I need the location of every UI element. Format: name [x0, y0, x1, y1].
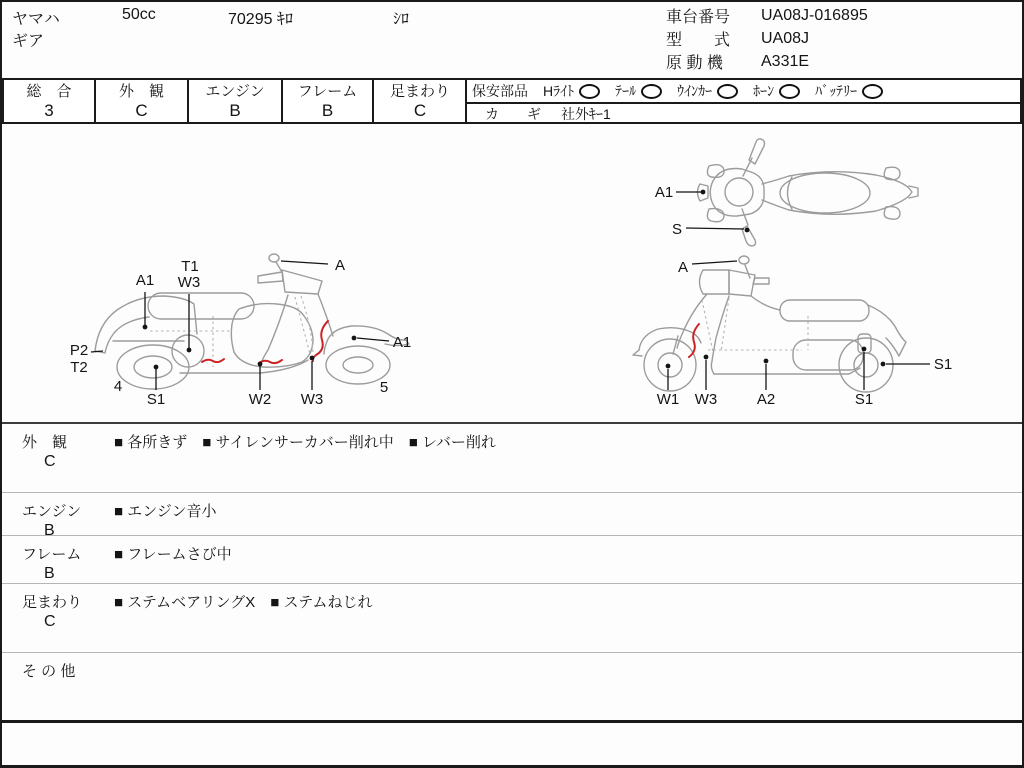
- section-grade: C: [44, 453, 56, 470]
- diagram-label-w3-rear: W3: [177, 274, 201, 291]
- mileage: 70295 ｷﾛ: [228, 11, 293, 28]
- scooter-right-side-diagram: [70, 254, 411, 408]
- section-empty: [2, 720, 1022, 765]
- diagram-label-a-mirror: A: [334, 257, 346, 274]
- section-undercarriage: [2, 583, 1022, 652]
- section-defects: [114, 431, 496, 452]
- status-ok-circle-icon: [717, 84, 738, 99]
- safety-item-label: ｳｲﾝｶｰ: [677, 83, 713, 99]
- safety-item-horn: [753, 81, 800, 101]
- section-label: フレーム: [22, 546, 82, 563]
- grade-value: 3: [44, 100, 54, 120]
- condition-sections: [2, 422, 1022, 765]
- key-value: 社外ｷｰ1: [561, 106, 611, 122]
- section-grade: B: [44, 522, 55, 539]
- safety-item-label: ﾎｰﾝ: [753, 83, 775, 99]
- defect-item: ■ フレームさび中: [114, 546, 232, 563]
- chassis-row: [666, 4, 868, 27]
- defect-item: ■ ステムベアリングX: [114, 594, 256, 611]
- diagram-label-w2: W2: [248, 391, 272, 408]
- diagram-label-a1-rear: A1: [135, 272, 155, 289]
- grade-cell-undercarriage: [372, 78, 468, 124]
- header: [2, 2, 1022, 78]
- safety-item-label: ﾊﾞｯﾃﾘｰ: [815, 83, 858, 99]
- model-name: ギア: [12, 33, 45, 50]
- section-label: そ の 他: [22, 663, 76, 680]
- damage-marks: [689, 324, 699, 357]
- body-color: ｼﾛ: [393, 11, 410, 28]
- section-label: 外 観: [22, 434, 68, 451]
- safety-item-label: ﾃｰﾙ: [615, 83, 637, 99]
- safety-item-battery: [815, 81, 883, 101]
- section-label: 足まわり: [22, 594, 83, 611]
- grade-cell-exterior: [94, 78, 189, 124]
- defect-item: ■ サイレンサーカバー削れ中: [202, 434, 394, 451]
- scooter-diagrams: [2, 124, 1022, 422]
- grade-label: 総 合: [26, 82, 72, 100]
- engine-label: 原 動 機: [666, 55, 723, 72]
- chassis-label: 車台番号: [666, 9, 731, 26]
- section-frame: [2, 535, 1022, 583]
- grade-value: B: [321, 100, 334, 120]
- diagram-label-4: 4: [113, 378, 123, 395]
- grade-cell-total: [2, 78, 96, 124]
- damage-diagram-area: [2, 124, 1022, 422]
- diagram-label-a2: A2: [756, 391, 776, 408]
- safety-item-label: Hﾗｲﾄ: [543, 83, 575, 99]
- diagram-label-t2: T2: [70, 359, 88, 376]
- diagram-label-a1-front: A1: [392, 334, 412, 351]
- grade-value: C: [135, 100, 148, 120]
- grade-value: B: [229, 100, 241, 120]
- damage-marks: [202, 321, 328, 363]
- scooter-top-view-diagram: [655, 139, 918, 246]
- safety-item-winker: [677, 81, 738, 101]
- chassis-value: UA08J-016895: [761, 6, 868, 24]
- grade-cell-frame: [281, 78, 374, 124]
- type-value: UA08J: [761, 29, 810, 47]
- grade-value: C: [413, 100, 427, 120]
- defect-item: ■ エンジン音小: [114, 503, 217, 520]
- diagram-label-5: 5: [379, 379, 389, 396]
- grade-bar: [2, 78, 468, 124]
- status-ok-circle-icon: [579, 84, 600, 99]
- safety-item-headlight: [543, 81, 600, 101]
- section-label: エンジン: [22, 503, 82, 520]
- grade-label: フレーム: [297, 82, 358, 100]
- engine-value: A331E: [761, 52, 810, 70]
- diagram-label-a-mirror-left: A: [677, 259, 689, 276]
- key-label: カ ギ: [485, 106, 541, 122]
- diagram-label-t1: T1: [181, 258, 199, 275]
- diagram-label-w3-front: W3: [300, 391, 324, 408]
- status-ok-circle-icon: [862, 84, 883, 99]
- status-ok-circle-icon: [779, 84, 800, 99]
- diagram-label-s1-rear: S1: [146, 391, 166, 408]
- maker-name: ヤマハ: [12, 11, 60, 28]
- section-exterior: [2, 422, 1022, 492]
- vehicle-id-block: [666, 4, 868, 73]
- diagram-label-s-lever: S: [671, 221, 683, 238]
- engine-row: [666, 50, 868, 73]
- safety-item-tail: [615, 81, 662, 101]
- section-grade: B: [44, 565, 55, 582]
- section-defects: [114, 591, 372, 612]
- section-other: [2, 652, 1022, 720]
- diagram-label-w1: W1: [656, 391, 680, 408]
- section-defects: [114, 500, 216, 521]
- section-engine: [2, 492, 1022, 539]
- section-grade: C: [44, 613, 56, 630]
- defect-item: ■ ステムねじれ: [270, 594, 373, 611]
- status-ok-circle-icon: [641, 84, 662, 99]
- grade-label: 外 観: [118, 82, 164, 100]
- diagram-label-w3-cowl: W3: [694, 391, 718, 408]
- defect-item: ■ 各所きず: [114, 434, 188, 451]
- defect-item: ■ レバー削れ: [408, 434, 496, 451]
- type-label: 型 式: [666, 32, 731, 49]
- scooter-left-side-diagram: [633, 256, 952, 408]
- safety-parts-row: [467, 80, 1020, 104]
- key-row: [467, 104, 1020, 124]
- grade-label: エンジン: [205, 82, 265, 100]
- grade-cell-engine: [187, 78, 283, 124]
- diagram-label-s1-bottom: S1: [854, 391, 874, 408]
- section-defects: [114, 543, 232, 564]
- safety-parts-title: 保安部品: [472, 83, 528, 99]
- diagram-label-s1-side: S1: [933, 356, 953, 373]
- grade-label: 足まわり: [389, 82, 450, 100]
- diagram-label-p2: P2: [69, 342, 89, 359]
- safety-parts-box: [465, 78, 1022, 124]
- displacement: 50cc: [122, 6, 156, 23]
- type-row: [666, 27, 868, 50]
- diagram-label-a1-top: A1: [654, 184, 674, 201]
